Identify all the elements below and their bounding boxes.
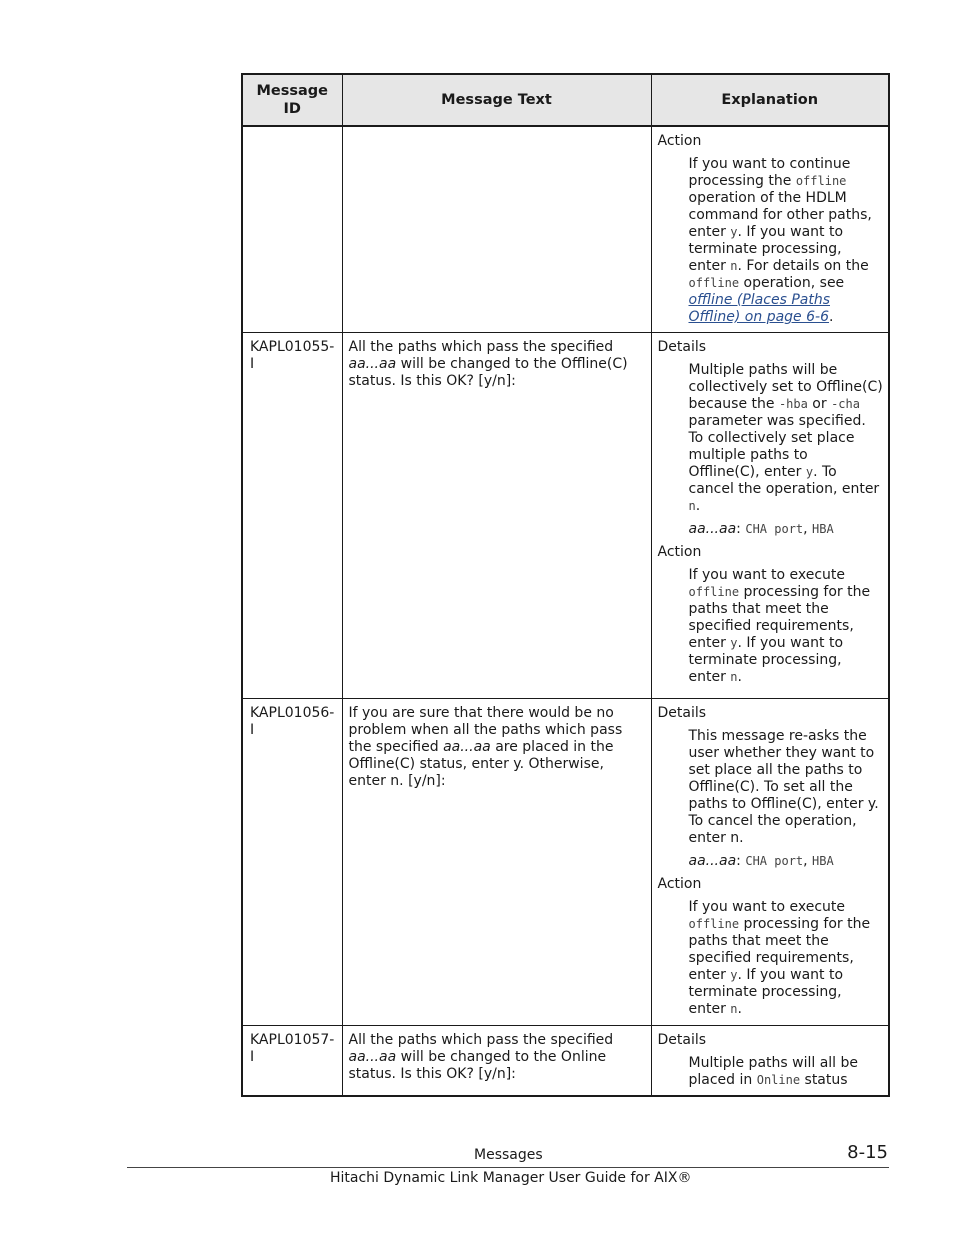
footer-book-title: Hitachi Dynamic Link Manager User Guide for AIX® bbox=[330, 1170, 692, 1186]
message-id-cell: KAPL01057-I bbox=[242, 1026, 342, 1097]
message-id-cell: KAPL01056-I bbox=[242, 699, 342, 1026]
table-row bbox=[242, 699, 889, 1026]
message-text-cell bbox=[342, 126, 651, 333]
table-header-row bbox=[242, 74, 889, 126]
header-message-text: Message Text bbox=[342, 74, 651, 126]
explanation-cell: Action If you want to continue processing the offline operation of the HDLM command for other paths, enter y. If you want to terminate processing, enter n. For details on the offline operation, see offline (Places Paths Offline) on page 6-6. bbox=[651, 126, 889, 333]
explanation-cell: Details Multiple paths will all be placed in Online status bbox=[651, 1026, 889, 1097]
message-text-cell: If you are sure that there would be no problem when all the paths which pass the specified aa...aa are placed in the Offline(C) status, enter y. Otherwise, enter n. [y/n]: bbox=[342, 699, 651, 1026]
footer-divider bbox=[127, 1167, 889, 1168]
message-text-cell: All the paths which pass the specified aa...aa will be changed to the Online status. Is this OK? [y/n]: bbox=[342, 1026, 651, 1097]
page-number: 8-15 bbox=[847, 1142, 888, 1163]
header-message-id: Message ID bbox=[242, 74, 342, 126]
message-id-cell bbox=[242, 126, 342, 333]
explanation-cell: Details This message re-asks the user whether they want to set place all the paths to Offline(C). To set all the paths to Offline(C), enter y. To cancel the operation, enter n. aa...aa: CHA port, HBA Action If you want to execute offline processing for the paths that meet the specified requirements, enter y. If you want to terminate processing, enter n. bbox=[651, 699, 889, 1026]
table-row bbox=[242, 333, 889, 699]
message-id-cell: KAPL01055-I bbox=[242, 333, 342, 699]
table-row bbox=[242, 1026, 889, 1097]
explanation-cell: Details Multiple paths will be collectively set to Offline(C) because the -hba or -cha parameter was specified. To collectively set place multiple paths to Offline(C), enter y. To cancel the operation, enter n. aa...aa: CHA port, HBA Action If you want to execute offline processing for the paths that meet the specified requirements, enter y. If you want to terminate processing, enter n. bbox=[651, 333, 889, 699]
footer-section-title: Messages bbox=[474, 1147, 543, 1163]
header-explanation: Explanation bbox=[651, 74, 889, 126]
message-text-cell: All the paths which pass the specified aa...aa will be changed to the Offline(C) status. Is this OK? [y/n]: bbox=[342, 333, 651, 699]
table-row bbox=[242, 126, 889, 333]
message-table bbox=[241, 73, 890, 1097]
